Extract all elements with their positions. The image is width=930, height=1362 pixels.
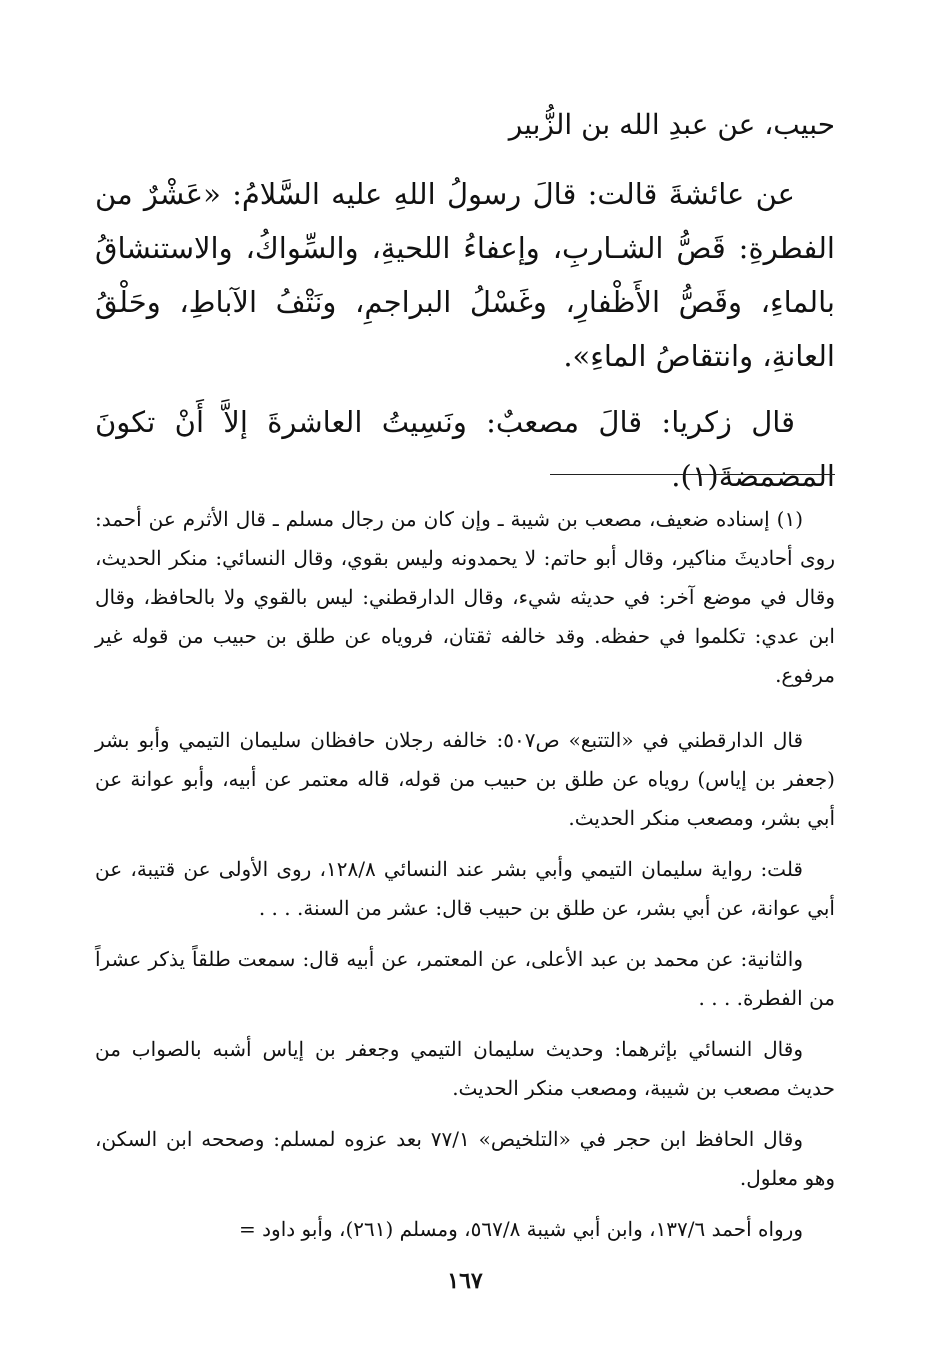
footnote-paragraph: وقال الحافظ ابن حجر في «التلخيص» ٧٧/١ بعد عزوه لمسلم: وصححه ابن السكن، وهو معلول. <box>95 1127 835 1190</box>
footnote-paragraph: (١) إسناده ضعيف، مصعب بن شيبة ـ وإن كان من رجال مسلم ـ قال الأثرم عن أحمد: روى أحاديثَ مناكير، وقال أبو حاتم: لا يحمدونه وليس بقوي، وقال النسائي: منكر الحديث، وقال في موضع آخر: في حديثه شيء، وقال الدارقطني: ليس بالقوي ولا بالحافظ، وقال ابن عدي: تكلموا في حفظه. وقد خالفه ثقتان، فروياه عن طلق بن حبيب من قوله غير مرفوع. <box>95 507 835 687</box>
footnote-paragraph: قال الدارقطني في «التتبع» ص٥٠٧: خالفه رجلان حافظان سليمان التيمي وأبو بشر (جعفر بن إياس) روياه عن طلق بن حبيب من قوله، قاله معتمر عن أبيه، وأبو عوانة عن أبي بشر، ومصعب منكر الحديث. <box>95 728 835 830</box>
footnote-paragraph: قلت: رواية سليمان التيمي وأبي بشر عند النسائي ١٢٨/٨، روى الأولى عن قتيبة، عن أبي عوانة، عن أبي بشر، عن طلق بن حبيب قال: عشر من السنة. . . . <box>95 857 835 920</box>
narrator-paragraph: قال زكريا: قالَ مصعبٌ: ونَسِيتُ العاشرةَ إلاَّ أَنْ تكونَ المضمضةَ(١). <box>95 405 835 493</box>
continuation-line: حبيب، عن عبدِ الله بن الزُّبير <box>508 108 835 141</box>
footnote-paragraph: وقال النسائي بإثرهما: وحديث سليمان التيمي وجعفر بن إياس أشبه بالصواب من حديث مصعب بن شيبة، ومصعب منكر الحديث. <box>95 1037 835 1100</box>
footnote-divider <box>550 474 835 475</box>
main-text <box>95 95 835 503</box>
hadith-paragraph: عن عائشةَ قالت: قالَ رسولُ اللهِ عليه السَّلامُ: «عَشْرٌ من الفطرةِ: قَصُّ الشـاربِ، وإعفاءُ اللحيةِ، والسِّواكُ، والاستنشاقُ بالماءِ، وقَصُّ الأَظْفارِ، وغَسْلُ البراجمِ، ونَتْفُ الآباطِ، وحَلْقُ العانةِ، وانتقاصُ الماءِ». <box>95 177 835 373</box>
footnote-paragraph: ورواه أحمد ١٣٧/٦، وابن أبي شيبة ٥٦٧/٨، ومسلم (٢٦١)، وأبو داود = <box>239 1217 803 1241</box>
page-number: ١٦٧ <box>447 1268 483 1294</box>
footnote-paragraph: والثانية: عن محمد بن عبد الأعلى، عن المعتمر، عن أبيه قال: سمعت طلقاً يذكر عشراً من الفطرة. . . . <box>95 947 835 1010</box>
footnotes <box>95 500 835 1249</box>
